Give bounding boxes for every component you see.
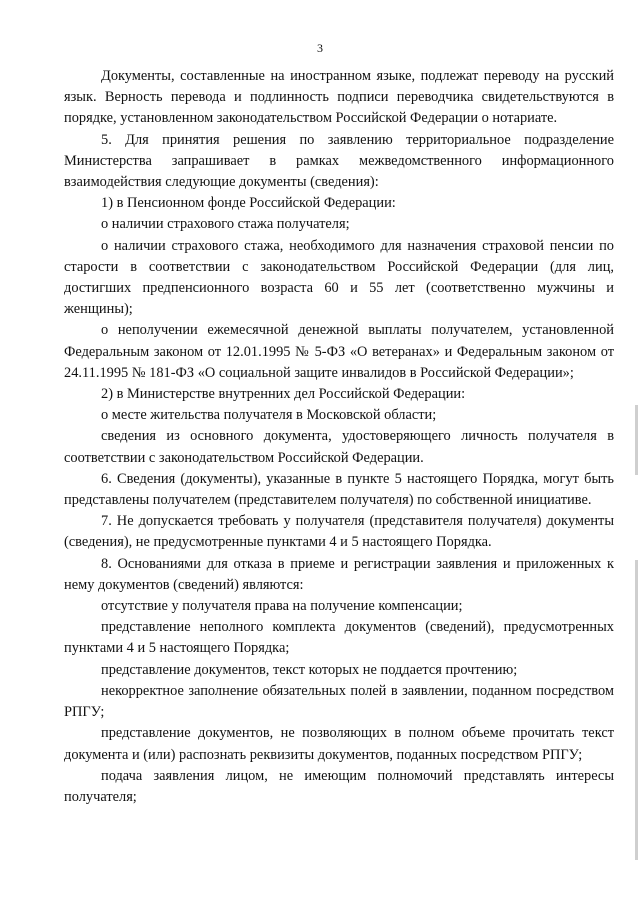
paragraph-unrecognizable: представление документов, не позволяющих в полном объеме прочитать текст документа и (или) распознать реквизиты документов, поданных посредством РПГУ; bbox=[64, 725, 614, 763]
paragraph-incomplete-set: представление неполного комплекта документов (сведений), предусмотренных пунктами 4 и 5 настоящего Порядка; bbox=[64, 619, 614, 657]
paragraph-incorrect-fields: некорректное заполнение обязательных полей в заявлении, поданном посредством РПГУ; bbox=[64, 682, 614, 721]
document-body bbox=[64, 66, 614, 808]
paragraph-interior-ministry: 2) в Министерстве внутренних дел Российской Федерации: bbox=[101, 386, 466, 403]
paragraph-translation: Документы, составленные на иностранном языке, подлежат переводу на русский язык. Верность перевода и подлинность подписи переводчика свидетельствуются в порядке, установленном законодательством Российской Федерации о нотариате. bbox=[64, 68, 614, 127]
paragraph-insurance-record: о наличии страхового стажа получателя; bbox=[101, 216, 350, 233]
paragraph-pension-fund: 1) в Пенсионном фонде Российской Федерации: bbox=[101, 195, 396, 212]
scan-edge-mark bbox=[635, 560, 638, 860]
paragraph-item-6: 6. Сведения (документы), указанные в пункте 5 настоящего Порядка, могут быть представлены получателем (представителем получателя) по собственной инициативе. bbox=[64, 470, 614, 509]
paragraph-insurance-pension: о наличии страхового стажа, необходимого для назначения страховой пенсии по старости в соответствии с законодательством Российской Федерации (для лиц, достигших предпенсионного возраста 60 и 55 лет (соответственно мужчины и женщины); bbox=[64, 237, 614, 318]
page-number: 3 bbox=[317, 41, 323, 55]
paragraph-identity-document: сведения из основного документа, удостоверяющего личность получателя в соответствии с законодательством Российской Федерации. bbox=[64, 428, 614, 466]
paragraph-item-7: 7. Не допускается требовать у получателя (представителя получателя) документы (сведения), не предусмотренные пунктами 4 и 5 настоящего Порядка. bbox=[64, 513, 614, 551]
paragraph-item-8: 8. Основаниями для отказа в приеме и регистрации заявления и приложенных к нему документов (сведений) являются: bbox=[64, 555, 614, 593]
paragraph-residence: о месте жительства получателя в Московской области; bbox=[101, 407, 437, 424]
paragraph-no-authority: подача заявления лицом, не имеющим полномочий представлять интересы получателя; bbox=[64, 767, 614, 805]
paragraph-unreadable: представление документов, текст которых не поддается прочтению; bbox=[101, 661, 518, 678]
paragraph-item-5: 5. Для принятия решения по заявлению территориальное подразделение Министерства запрашивает в рамках межведомственного информационного взаимодействия следующие документы (сведения): bbox=[64, 131, 614, 191]
scan-edge-mark bbox=[635, 405, 638, 475]
paragraph-no-right: отсутствие у получателя права на получение компенсации; bbox=[101, 598, 463, 615]
paragraph-monthly-payment: о неполучении ежемесячной денежной выплаты получателем, установленной Федеральным законом от 12.01.1995 № 5-ФЗ «О ветеранах» и Федеральным законом от 24.11.1995 № 181-ФЗ «О социальной защите инвалидов в Российской Федерации»; bbox=[64, 322, 614, 381]
